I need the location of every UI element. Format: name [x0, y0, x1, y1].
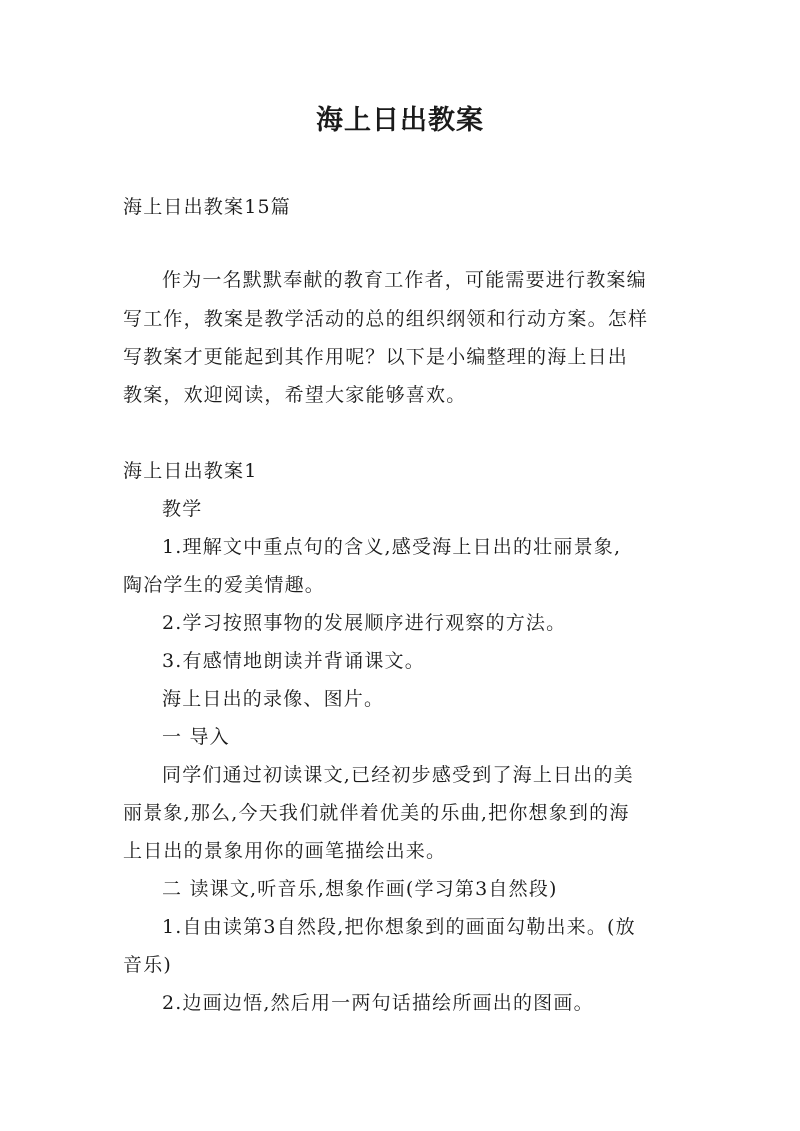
goal-3: 3.有感情地朗读并背诵课文。: [162, 650, 425, 672]
intro-line-2: 写工作，教案是教学活动的总的组织纲领和行动方案。怎样: [123, 308, 649, 330]
intro-line-4: 教案，欢迎阅读，希望大家能够喜欢。: [123, 384, 467, 406]
intro-line-1: 作为一名默默奉献的教育工作者，可能需要进行教案编: [162, 269, 647, 291]
step-2-heading: 二 读课文,听音乐,想象作画(学习第3自然段): [162, 878, 558, 900]
step-2-item-1-line-1: 1.自由读第3自然段,把你想象到的画面勾勒出来。(放: [162, 916, 636, 938]
step-1-line-3: 上日出的景象用你的画笔描绘出来。: [123, 840, 447, 862]
intro-line-3: 写教案才更能起到其作用呢？以下是小编整理的海上日出: [123, 346, 629, 368]
step-1-heading: 一 导入: [162, 726, 230, 748]
goal-1-line-1: 1.理解文中重点句的含义,感受海上日出的壮丽景象,: [162, 536, 622, 558]
document-subtitle: 海上日出教案15篇: [123, 196, 291, 218]
document-title: 海上日出教案: [316, 105, 484, 136]
goal-1-line-2: 陶冶学生的爱美情趣。: [123, 574, 326, 596]
label-teaching: 教学: [162, 498, 203, 520]
goal-2: 2.学习按照事物的发展顺序进行观察的方法。: [162, 612, 567, 634]
step-2-item-1-line-2: 音乐): [123, 954, 173, 976]
step-2-item-2: 2.边画边悟,然后用一两句话描绘所画出的图画。: [162, 992, 594, 1014]
materials: 海上日出的录像、图片。: [162, 688, 385, 710]
step-1-line-2: 丽景象,那么,今天我们就伴着优美的乐曲,把你想象到的海: [123, 802, 630, 824]
section-heading: 海上日出教案1: [123, 460, 258, 482]
step-1-line-1: 同学们通过初读课文,已经初步感受到了海上日出的美: [162, 764, 634, 786]
